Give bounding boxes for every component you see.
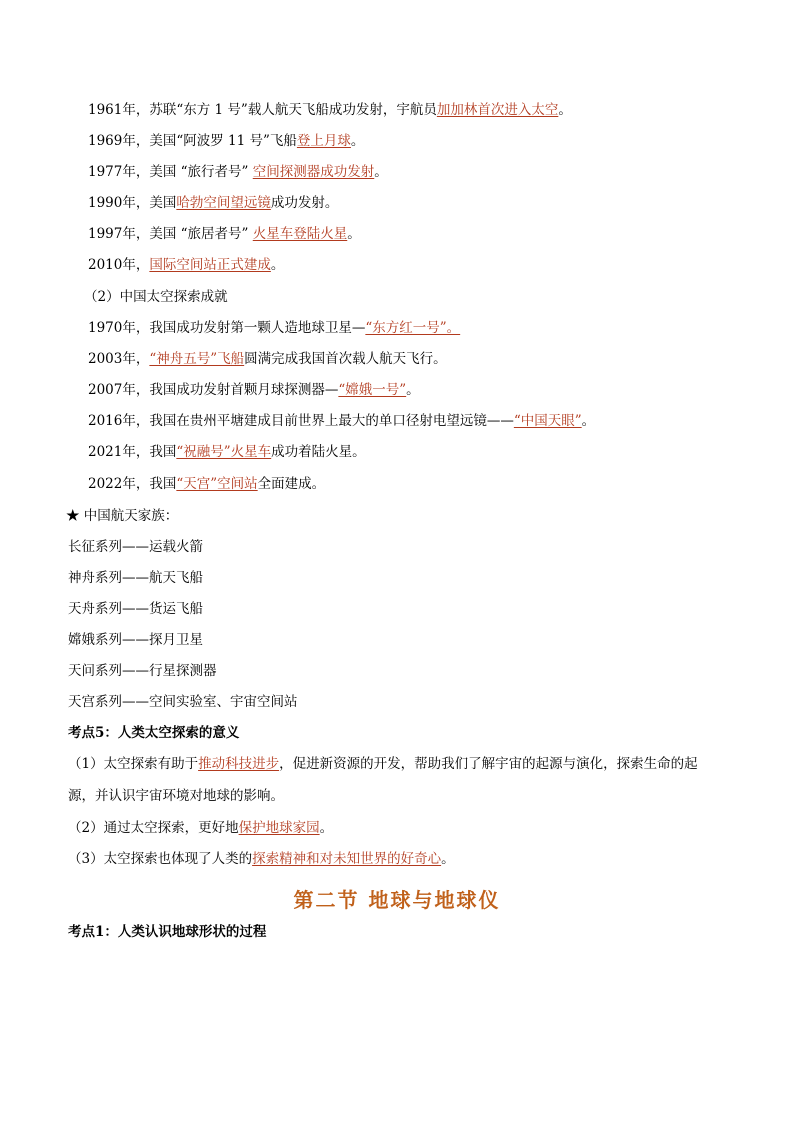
china-event-2021: 2021年，我国“祝融号”火星车成功着陆火星。 <box>88 444 366 460</box>
highlight-text: “嫦娥一号” <box>338 382 407 398</box>
highlight-text: “神舟五号”飞船 <box>149 351 245 367</box>
highlight-text: 火星车登陆火星 <box>252 226 348 242</box>
china-event-2003: 2003年，“神舟五号”飞船圆满完成我国首次载人航天飞行。 <box>88 351 447 367</box>
family-item: 天舟系列——货运飞船 <box>68 601 203 617</box>
family-item: 天宫系列——空间实验室、宇宙空间站 <box>68 694 298 710</box>
world-event-1990: 1990年，美国哈勃空间望远镜成功发射。 <box>88 195 339 211</box>
highlight-text: 国际空间站正式建成 <box>149 257 271 273</box>
china-event-2022: 2022年，我国“天宫”空间站全面建成。 <box>88 476 326 492</box>
china-event-2007: 2007年，我国成功发射首颗月球探测器—“嫦娥一号”。 <box>88 382 420 398</box>
highlight-text: 加加林首次进入太空 <box>436 102 559 118</box>
highlight-text: 保护地球家园 <box>238 820 320 836</box>
highlight-text: “天宫”空间站 <box>176 476 258 492</box>
family-item: 天问系列——行星探测器 <box>68 663 217 679</box>
highlight-text: “祝融号”火星车 <box>176 444 272 460</box>
point5-title: 考点5：人类太空探索的意义 <box>68 725 240 741</box>
china-achievements-heading: （2）中国太空探索成就 <box>84 289 228 305</box>
world-event-1977: 1977年，美国 “旅行者号” 空间探测器成功发射。 <box>88 164 388 180</box>
world-event-2010: 2010年，国际空间站正式建成。 <box>88 257 285 273</box>
world-event-1997: 1997年，美国 “旅居者号” 火星车登陆火星。 <box>88 226 361 242</box>
point5-p2: （2）通过太空探索，更好地保护地球家园。 <box>68 820 334 836</box>
world-event-1969: 1969年，美国“阿波罗 11 号”飞船登上月球。 <box>88 133 365 149</box>
highlight-text: 探索精神和对未知世界的好奇心 <box>252 851 442 867</box>
point5-p1-line2: 源，并认识宇宙环境对地球的影响。 <box>68 788 284 804</box>
highlight-text: “中国天眼” <box>513 413 582 429</box>
highlight-text: 空间探测器成功发射 <box>252 164 375 180</box>
point5-p3: （3）太空探索也体现了人类的探索精神和对未知世界的好奇心。 <box>68 851 455 867</box>
world-event-1961: 1961年，苏联“东方 1 号”载人航天飞船成功发射，宇航员加加林首次进入太空。 <box>88 102 572 118</box>
point5-p1-line1: （1）太空探索有助于推动科技进步，促进新资源的开发，帮助我们了解宇宙的起源与演化，探索生命的起 <box>68 756 698 772</box>
highlight-text: 推动科技进步 <box>198 756 280 772</box>
section2-title: 第二节 地球与地球仪 <box>293 888 501 912</box>
family-item: 长征系列——运载火箭 <box>68 539 203 555</box>
china-event-1970: 1970年，我国成功发射第一颗人造地球卫星—“东方红一号”。 <box>88 320 461 336</box>
china-event-2016: 2016年，我国在贵州平塘建成目前世界上最大的单口径射电望远镜——“中国天眼”。 <box>88 413 596 429</box>
family-item: 嫦娥系列——探月卫星 <box>68 632 203 648</box>
highlight-text: 哈勃空间望远镜 <box>176 195 271 211</box>
family-item: 神舟系列——航天飞船 <box>68 570 203 586</box>
space-family-heading: ★ 中国航天家族： <box>66 508 179 524</box>
section2-point1-title: 考点1：人类认识地球形状的过程 <box>68 924 267 940</box>
highlight-text: 登上月球 <box>296 133 351 149</box>
highlight-text: “东方红一号”。 <box>365 320 461 336</box>
